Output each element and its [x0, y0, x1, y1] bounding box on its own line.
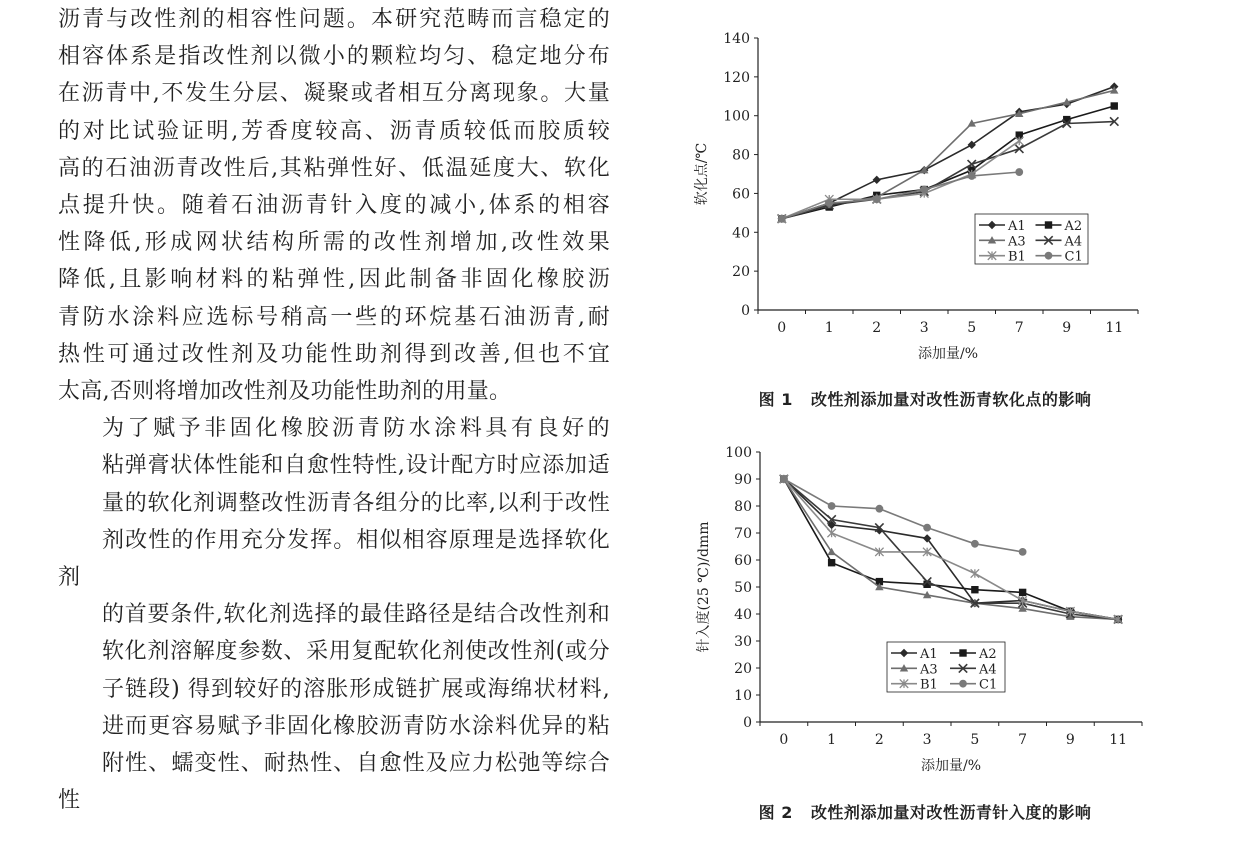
- text-line: 热性可通过改性剂及功能性助剂得到改善,但也不宜: [58, 341, 610, 367]
- text-line: 软化剂溶解度参数、采用复配软化剂使改性剂(或分: [102, 639, 610, 665]
- data-point: [923, 524, 931, 532]
- x-tick-label: 11: [1109, 732, 1128, 748]
- y-tick-label: 0: [741, 303, 750, 319]
- figure-2-number: 图 2: [758, 803, 793, 822]
- figure-2-chart: [690, 440, 1160, 785]
- text-line: 降低,且影响材料的粘弹性,因此制备非固化橡胶沥: [58, 267, 610, 293]
- legend-label: B1: [1008, 249, 1026, 265]
- figure-1-caption-text: 改性剂添加量对改性沥青软化点的影响: [810, 390, 1092, 409]
- data-point: [828, 559, 835, 566]
- x-tick-label: 5: [967, 320, 977, 336]
- data-point: [1015, 137, 1023, 145]
- text-line: 子链段) 得到较好的溶胀形成链扩展或海绵状材料,: [102, 676, 610, 702]
- x-tick-label: 2: [874, 732, 884, 748]
- legend: [975, 214, 1088, 265]
- y-axis-label: 针入度(25 ℃)/dmm: [696, 521, 712, 653]
- data-point: [1015, 145, 1023, 153]
- legend-label: A3: [1008, 234, 1026, 250]
- y-tick-label: 80: [732, 147, 750, 164]
- legend-label: A4: [1064, 234, 1083, 250]
- data-point: [1015, 168, 1023, 176]
- y-tick-label: 20: [734, 661, 752, 677]
- text-line: 进而更容易赋予非固化橡胶沥青防水涂料优异的粘: [102, 713, 610, 739]
- figure-1-caption: [690, 387, 1160, 410]
- legend: [887, 642, 1005, 693]
- x-tick-label: 3: [919, 320, 929, 336]
- y-tick-label: 70: [734, 526, 752, 542]
- data-point: [1019, 589, 1026, 596]
- y-tick-label: 60: [732, 186, 750, 203]
- legend-marker: [1045, 221, 1052, 228]
- text-line: 剂改性的作用充分发挥。相似相容原理是选择软化剂: [58, 527, 610, 591]
- x-tick-label: 9: [1065, 732, 1075, 748]
- data-point: [828, 502, 836, 510]
- x-tick-label: 1: [824, 320, 834, 336]
- data-point: [827, 529, 835, 537]
- legend-label: B1: [920, 677, 938, 693]
- series-line: [784, 479, 1118, 619]
- x-tick-label: 0: [777, 320, 787, 336]
- legend-label: A4: [979, 662, 997, 678]
- y-tick-label: 90: [734, 472, 752, 488]
- x-axis-label: 添加量/%: [917, 346, 979, 362]
- data-point: [1063, 116, 1070, 123]
- body-paragraph-1: [58, 1, 610, 410]
- x-tick-label: 1: [827, 732, 837, 748]
- y-tick-label: 40: [732, 225, 750, 242]
- data-point: [873, 195, 881, 203]
- y-tick-label: 100: [723, 108, 750, 125]
- y-tick-label: 100: [725, 445, 752, 461]
- body-text-column: [58, 0, 610, 819]
- text-line: 太高,否则将增加改性剂及功能性助剂的用量。: [58, 379, 512, 405]
- figure-2-caption-text: 改性剂添加量对改性沥青针入度的影响: [810, 803, 1092, 822]
- x-tick-label: 11: [1105, 320, 1124, 336]
- x-axis-label: 添加量/%: [920, 758, 982, 774]
- y-tick-label: 80: [734, 499, 752, 515]
- legend-label: C1: [979, 677, 998, 693]
- text-line: 的对比试验证明,芳香度较高、沥青质较低而胶质较: [58, 118, 610, 144]
- data-point: [971, 569, 979, 577]
- figure-1-number: 图 1: [758, 390, 793, 409]
- text-line: 为了赋予非固化橡胶沥青防水涂料具有良好的: [102, 416, 610, 442]
- text-line: 在沥青中,不发生分层、凝聚或者相互分离现象。大量: [58, 81, 610, 107]
- data-point: [971, 586, 978, 593]
- x-tick-label: 7: [1018, 732, 1028, 748]
- x-tick-label: 9: [1062, 320, 1072, 336]
- text-line: 青防水涂料应选标号稍高一些的环烷基石油沥青,耐: [58, 304, 610, 330]
- legend-label: A2: [979, 647, 997, 662]
- data-point: [920, 186, 928, 194]
- legend-label: A1: [1008, 219, 1026, 234]
- text-line: 粘弹膏状体性能和自愈性特性,设计配方时应添加适: [102, 453, 610, 479]
- legend-label: A1: [920, 647, 938, 662]
- y-tick-label: 140: [723, 31, 750, 47]
- y-tick-label: 40: [734, 607, 752, 623]
- y-axis-label: 软化点/℃: [694, 142, 710, 206]
- y-tick-label: 20: [732, 264, 750, 281]
- legend-label: C1: [1064, 249, 1083, 265]
- legend-marker: [959, 649, 966, 656]
- data-point: [1019, 548, 1027, 556]
- text-line: 沥青与改性剂的相容性问题。本研究范畴而言稳定的: [58, 7, 610, 32]
- text-line: 量的软化剂调整改性沥青各组分的比率,以利于改性: [102, 490, 610, 516]
- x-tick-label: 5: [970, 732, 980, 748]
- data-point: [875, 505, 883, 513]
- y-tick-label: 0: [743, 715, 752, 731]
- series-a3: [780, 475, 1123, 623]
- text-line: 附性、蠕变性、耐热性、自愈性及应力松弛等综合性: [58, 751, 610, 814]
- text-line: 点提升快。随着石油沥青针入度的减小,体系的相容: [58, 193, 610, 219]
- x-tick-label: 2: [872, 320, 882, 336]
- text-line: 高的石油沥青改性后,其粘弹性好、低温延度大、软化: [58, 155, 610, 181]
- x-tick-label: 3: [922, 732, 932, 748]
- data-point: [780, 475, 788, 483]
- data-point: [778, 215, 786, 223]
- legend-label: A3: [920, 662, 938, 678]
- legend-marker: [959, 680, 967, 688]
- legend-label: A2: [1064, 219, 1083, 234]
- data-point: [873, 176, 881, 184]
- x-tick-label: 0: [779, 732, 789, 748]
- body-paragraph-2: [58, 410, 610, 819]
- figure-1-chart: [690, 28, 1160, 373]
- x-tick-label: 7: [1014, 320, 1024, 336]
- text-line: 相容体系是指改性剂以微小的颗粒均匀、稳定地分布: [58, 44, 610, 70]
- y-tick-label: 50: [734, 580, 752, 596]
- data-point: [968, 172, 976, 180]
- text-line: 的首要条件,软化剂选择的最佳路径是结合改性剂和: [102, 602, 610, 628]
- figure-2-caption: [690, 800, 1160, 823]
- y-tick-label: 30: [734, 634, 752, 650]
- legend-marker: [1045, 252, 1053, 260]
- y-tick-label: 120: [723, 69, 750, 86]
- data-point: [825, 199, 833, 207]
- data-point: [971, 540, 979, 548]
- text-line: 性降低,形成网状结构所需的改性剂增加,改性效果: [58, 230, 610, 256]
- data-point: [1111, 102, 1118, 109]
- y-tick-label: 60: [734, 553, 752, 569]
- y-tick-label: 10: [734, 688, 752, 704]
